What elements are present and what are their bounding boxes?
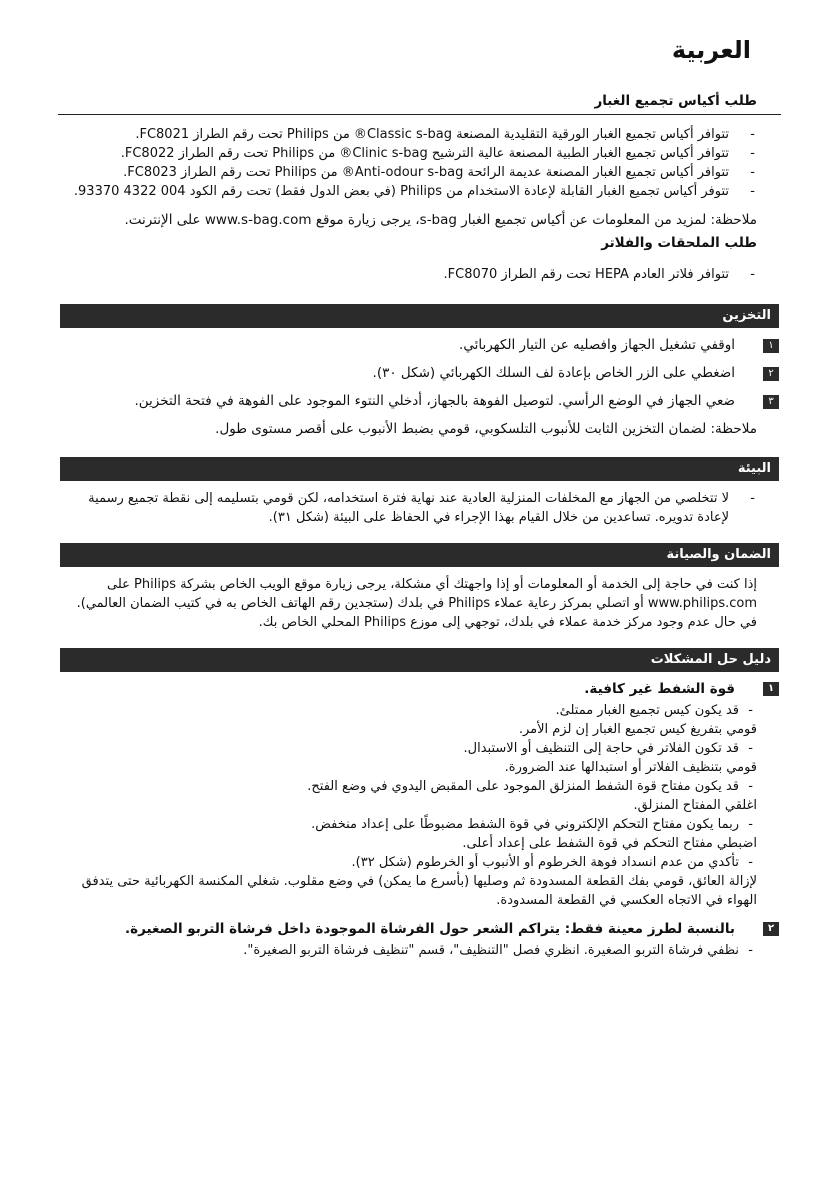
possible-cause: - نظفي فرشاة التربو الصغيرة. انظري فصل "التنظيف"، قسم "تنظيف فرشاة التربو الصغيرة". bbox=[60, 941, 757, 960]
bags-item: - تتوافر أكياس تجميع الغبار الورقية التقليدية المصنعة Classic s-bag® من Philips تحت رقم الطراز FC8021. bbox=[60, 125, 757, 144]
warranty-line: في حال عدم وجود مركز خدمة عملاء في بلدك، توجهي إلى موزع Philips المحلي الخاص بك. bbox=[258, 615, 757, 630]
solution: قومي بتنظيف الفلاتر أو استبدالها عند الضرورة. bbox=[504, 760, 757, 775]
problem-number: ٢ bbox=[763, 922, 779, 936]
problem-block bbox=[60, 920, 775, 960]
bags-list bbox=[60, 125, 757, 201]
problem-title: قوة الشفط غير كافية. bbox=[584, 681, 735, 697]
storage-heading: التخزين bbox=[722, 308, 771, 323]
solution: لإزالة العائق، قومي بفك القطعة المسدودة ثم وصليها (بأسرع ما يمكن) في وضع مقلوب. شغلي المكنسة الكهربائية حتى يتدفق الهواء في الاتجاه العكسي في القطعة المسدودة. bbox=[81, 874, 757, 908]
storage-steps bbox=[60, 336, 774, 411]
troubleshooting-heading: دليل حل المشكلات bbox=[650, 652, 771, 667]
step-number: ٢ bbox=[763, 367, 779, 381]
problem-block bbox=[60, 680, 775, 910]
bags-heading: طلب أكياس تجميع الغبار bbox=[594, 93, 757, 109]
environment-heading: البيئة bbox=[737, 461, 771, 476]
bags-item: - تتوافر أكياس تجميع الغبار المصنعة عديمة الرائحة Anti-odour s-bag® من Philips تحت رقم الطراز FC8023. bbox=[60, 163, 757, 182]
manual-content bbox=[60, 92, 775, 960]
bags-item: - تتوفر أكياس تجميع الغبار القابلة لإعادة الاستخدام من Philips (في بعض الدول فقط) تحت رقم الكود 004 4322 93370. bbox=[60, 182, 757, 201]
solution: اضبطي مفتاح التحكم في قوة الشفط على إعداد أعلى. bbox=[462, 836, 757, 851]
accessories-item: - تتوافر فلاتر العادم HEPA تحت رقم الطراز FC8070. bbox=[60, 265, 757, 284]
bags-item: - تتوافر أكياس تجميع الغبار الطبية المصنعة عالية الترشيح Clinic s-bag® من Philips تحت رقم الطراز FC8022. bbox=[60, 144, 757, 163]
possible-cause: - قد تكون الفلاتر في حاجة إلى التنظيف أو الاستبدال. bbox=[60, 739, 757, 758]
solution: اغلقي المفتاح المنزلق. bbox=[633, 798, 757, 813]
problem-title-row bbox=[60, 680, 775, 699]
troubleshooting-heading-bar bbox=[60, 648, 779, 672]
warranty-heading: الضمان والصيانة bbox=[666, 547, 771, 562]
bags-note: ملاحظة: لمزيد من المعلومات عن أكياس تجميع الغبار s-bag، يرجى زيارة موقع www.s-bag.com على الإنترنت. bbox=[124, 212, 757, 228]
problem-number: ١ bbox=[763, 682, 779, 696]
problem-title: بالنسبة لطرز معينة فقط: يتراكم الشعر حول الفرشاة الموجودة داخل فرشاة التربو الصغيرة. bbox=[124, 921, 735, 937]
warranty-line: إذا كنت في حاجة إلى الخدمة أو المعلومات أو إذا واجهتك أي مشكلة، يرجى زيارة موقع الويب الخاص بشركة Philips على www.philips.com أو اتصلي بمركز رعاية عملاء Philips في بلدك (ستجدين رقم الهاتف الخاص به في كتيب الضمان العالمي). bbox=[76, 577, 757, 611]
possible-cause: - تأكدي من عدم انسداد فوهة الخرطوم أو الأنبوب أو الخرطوم (شكل ٣٢). bbox=[60, 853, 757, 872]
environment-item: - لا تتخلصي من الجهاز مع المخلفات المنزلية العادية عند نهاية فترة استخدامه، لكن قومي بتسليمه إلى نقطة تجميع رسمية لإعادة تدويره. تساعدين من خلال القيام بهذا الإجراء في الحفاظ على البيئة (شكل ٣١). bbox=[60, 489, 757, 527]
environment-heading-bar bbox=[60, 457, 779, 481]
step-number: ١ bbox=[763, 339, 779, 353]
storage-step bbox=[60, 392, 774, 411]
problem-lines bbox=[60, 701, 757, 910]
storage-step bbox=[60, 364, 774, 383]
warranty-heading-bar bbox=[60, 543, 779, 567]
step-number: ٣ bbox=[763, 395, 779, 409]
possible-cause: - ربما يكون مفتاح التحكم الإلكتروني في قوة الشفط مضبوطًا على إعداد منخفض. bbox=[60, 815, 757, 834]
solution: قومي بتفريغ كيس تجميع الغبار إن لزم الأمر. bbox=[518, 722, 757, 737]
step-text: اوقفي تشغيل الجهاز وافصليه عن التيار الكهربائي. bbox=[459, 337, 735, 353]
step-text: اضغطي على الزر الخاص بإعادة لف السلك الكهربائي (شكل ٣٠). bbox=[372, 365, 735, 381]
problem-lines bbox=[60, 941, 757, 960]
environment-list bbox=[60, 489, 757, 527]
accessories-list bbox=[60, 265, 757, 284]
step-text: ضعي الجهاز في الوضع الرأسي. لتوصيل الفوهة بالجهاز، أدخلي النتوء الموجود على الفوهة في فتحة التخزين. bbox=[134, 393, 735, 409]
accessories-heading: طلب الملحقات والفلاتر bbox=[601, 235, 757, 251]
possible-cause: - قد يكون مفتاح قوة الشفط المنزلق الموجود على المقبض اليدوي في وضع الفتح. bbox=[60, 777, 757, 796]
problem-title-row bbox=[60, 920, 775, 939]
storage-heading-bar bbox=[60, 304, 779, 328]
storage-note: ملاحظة: لضمان التخزين الثابت للأنبوب التلسكوبي، قومي بضبط الأنبوب على أقصر مستوى طول. bbox=[215, 421, 757, 437]
storage-step bbox=[60, 336, 774, 355]
possible-cause: - قد يكون كيس تجميع الغبار ممتلئ. bbox=[60, 701, 757, 720]
warranty-text bbox=[60, 575, 757, 632]
language-title: العربية bbox=[671, 36, 751, 64]
